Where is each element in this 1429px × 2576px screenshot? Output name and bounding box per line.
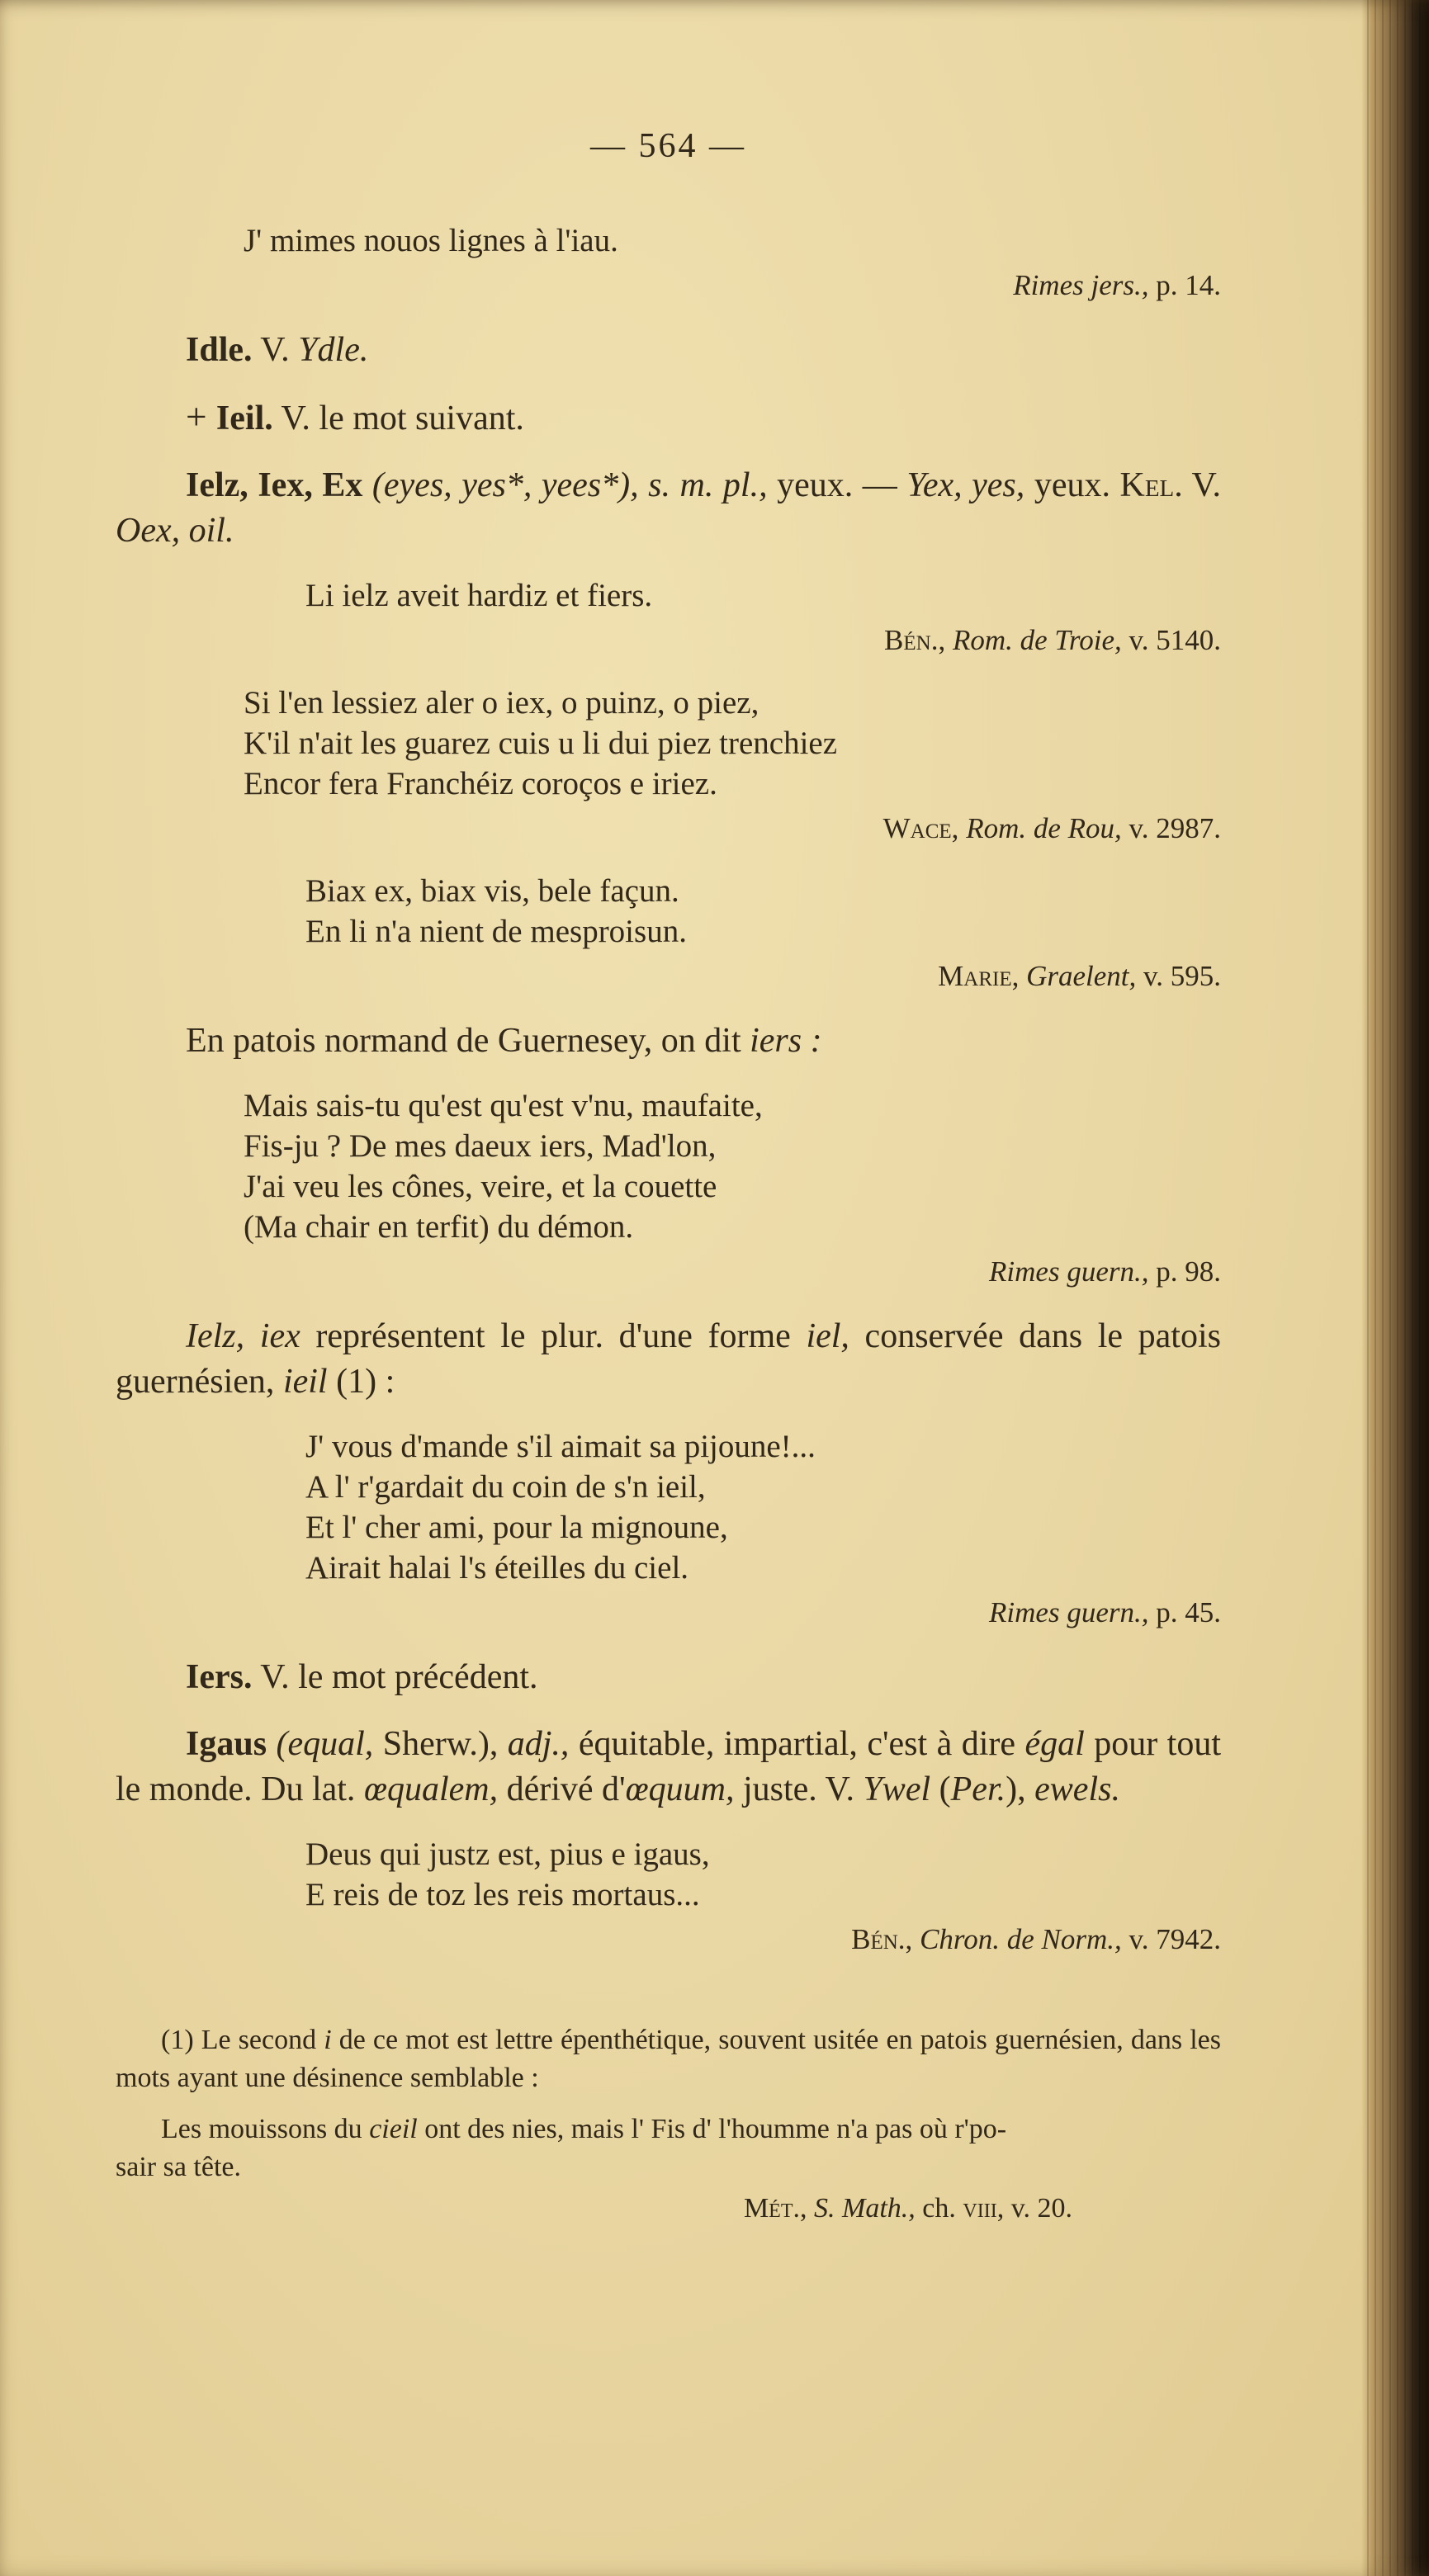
verse-line: Et l' cher ami, pour la mignoune,	[305, 1510, 728, 1545]
verse-line: Airait halai l's éteilles du ciel.	[305, 1550, 689, 1586]
quote-rimes-jers	[116, 220, 1221, 303]
source-title: Graelent,	[1019, 960, 1137, 992]
verse-line: Encor fera Franchéiz coroços e iriez.	[244, 766, 717, 801]
source-ref: v. 595.	[1136, 960, 1221, 992]
attribution-ben-norm	[116, 1921, 1221, 1957]
attribution-rimes-jers	[116, 267, 1221, 303]
text-segment: conservée dans le patois guernésien,	[116, 1317, 1221, 1401]
italic-segment: Per.	[950, 1770, 1006, 1808]
text-segment: V.	[1182, 466, 1221, 504]
attribution-met-math	[116, 2190, 1072, 2228]
quote-rom-de-rou	[116, 683, 1221, 846]
verse-line: Li ielz aveit hardiz et fiers.	[305, 578, 653, 613]
verse-line: Deus qui justz est, pius e igaus,	[305, 1836, 710, 1872]
source-ref: v. 2987.	[1121, 812, 1221, 844]
entry-ieil	[116, 395, 1221, 442]
verse-line: J' vous d'mande s'il aimait sa pijoune!...	[305, 1429, 816, 1464]
text-segment: ),	[1006, 1770, 1035, 1808]
source-title: Rimes guern.,	[989, 1596, 1149, 1628]
entry-iers	[116, 1655, 1221, 1700]
verse-line: Biax ex, biax vis, bele façun.	[305, 873, 679, 909]
italic-segment: i	[324, 2025, 332, 2055]
italic-segment: ewels.	[1034, 1770, 1120, 1808]
text-segment: équitable, impartial, c'est à dire	[569, 1725, 1025, 1763]
source-title: Rom. de Rou,	[958, 812, 1122, 844]
italic-segment: égal	[1024, 1725, 1085, 1763]
source-author: Mét.,	[743, 2193, 807, 2224]
verse-line: Si l'en lessiez aler o iex, o puinz, o piez,	[244, 685, 759, 721]
headword-iers: Iers.	[186, 1658, 253, 1696]
text-segment: yeux. —	[767, 466, 907, 504]
footnotes-section	[116, 2021, 1221, 2228]
text-segment: juste. V.	[734, 1770, 864, 1808]
text-segment: sair sa tête.	[116, 2152, 241, 2182]
paragraph-ielz-iex	[116, 1314, 1221, 1405]
quote-chron-norm	[116, 1834, 1221, 1957]
attribution-ben-troie	[116, 622, 1221, 658]
source-author: Marie,	[938, 960, 1020, 992]
text-segment: de ce mot est lettre épenthétique, souvent usitée en patois guernésien, dans les mots ayant une désinence semblable :	[116, 2025, 1221, 2093]
source-ref: p. 14.	[1148, 269, 1221, 301]
source-chapter: viii	[963, 2193, 997, 2224]
cross-reference: Ywel	[863, 1770, 931, 1808]
etymology-segment: (equal,	[276, 1725, 374, 1763]
verse-line: Fis-ju ? De mes daeux iers, Mad'lon,	[244, 1128, 717, 1164]
source-author: Bén.,	[851, 1923, 913, 1955]
verse-line: (Ma chair en terfit) du démon.	[244, 1209, 634, 1245]
entry-idle	[116, 328, 1221, 373]
entry-igaus	[116, 1722, 1221, 1813]
text-segment: (	[930, 1770, 951, 1808]
italic-segment: Ielz, iex	[186, 1317, 300, 1355]
headword-igaus: Igaus	[186, 1725, 277, 1763]
verse-line: J' mimes nouos lignes à l'iau.	[244, 223, 618, 258]
text-segment: yeux.	[1024, 466, 1120, 504]
attribution-marie-graelent	[116, 958, 1221, 994]
text-segment: Les mouissons du	[161, 2114, 370, 2144]
text-segment: ont des nies, mais l' Fis d' l'houmme n'a pas où r'po-	[417, 2114, 1007, 2144]
source-title: Rom. de Troie,	[945, 624, 1122, 656]
text-segment: dérivé d'	[498, 1770, 626, 1808]
italic-segment: œquum,	[625, 1770, 735, 1808]
text-segment: En patois normand de Guernesey, on dit	[186, 1022, 750, 1060]
page-number: — 564 —	[590, 127, 746, 165]
book-page-edge	[1361, 0, 1429, 2576]
source-title: Chron. de Norm.,	[912, 1923, 1122, 1955]
source-ref: , v. 20.	[996, 2193, 1072, 2224]
attribution-rimes-guern-45	[116, 1595, 1221, 1630]
source-ref: v. 7942.	[1121, 1923, 1221, 1955]
source-ref: p. 45.	[1148, 1596, 1221, 1628]
italic-segment: iel,	[806, 1317, 849, 1355]
footnote-1	[116, 2021, 1221, 2097]
italic-segment: Yex, yes,	[906, 466, 1025, 504]
attribution-rimes-guern-98	[116, 1254, 1221, 1289]
verse-line: J'ai veu les cônes, veire, et la couette	[244, 1169, 717, 1204]
source-author: Bén.,	[884, 624, 946, 656]
headword-ieil: Ieil.	[215, 399, 273, 437]
smallcaps-segment: Kel.	[1119, 466, 1183, 504]
italic-segment: cieil	[369, 2114, 418, 2144]
cross-reference: Ydle.	[298, 331, 369, 369]
headword-ielz: Ielz, Iex, Ex	[186, 466, 372, 504]
source-title: Rimes jers.,	[1013, 269, 1149, 301]
verse-line: En li n'a nient de mesproisun.	[305, 914, 687, 949]
italic-segment: œqualem,	[363, 1770, 499, 1808]
cross-reference: Oex, oil.	[116, 512, 234, 550]
source-author: Wace,	[882, 812, 959, 844]
text-segment: pour tout le monde. Du lat.	[116, 1725, 1221, 1808]
grammar-segment: , s. m. pl.,	[630, 466, 768, 504]
footnote-quote	[116, 2110, 1221, 2186]
verse-line: K'il n'ait les guarez cuis u li dui piez trenchiez	[244, 726, 838, 761]
verse-line: E reis de toz les reis mortaus...	[305, 1877, 700, 1912]
headword-idle: Idle.	[186, 331, 253, 369]
quote-rimes-guern-98	[116, 1085, 1221, 1289]
verse-line: Mais sais-tu qu'est qu'est v'nu, maufaite,	[244, 1088, 763, 1123]
source-title: S. Math.,	[807, 2193, 916, 2224]
quote-graelent	[116, 871, 1221, 994]
entry-ielz	[116, 463, 1221, 554]
attribution-wace-rou	[116, 811, 1221, 846]
source-ref: p. 98.	[1148, 1255, 1221, 1288]
quote-rom-de-troie	[116, 575, 1221, 658]
paragraph-guernesey	[116, 1019, 1221, 1064]
source-ref: ch.	[915, 2193, 963, 2224]
text-segment: représentent le plur. d'une forme	[300, 1317, 807, 1355]
text-segment: V. le mot précédent.	[252, 1658, 538, 1696]
source-title: Rimes guern.,	[989, 1255, 1149, 1288]
source-ref: v. 5140.	[1121, 624, 1221, 656]
text-segment: V. le mot suivant.	[272, 399, 524, 437]
text-segment: V.	[252, 331, 299, 369]
text-segment: Sherw.),	[373, 1725, 508, 1763]
italic-segment: ieil	[282, 1363, 328, 1401]
verse-line: A l' r'gardait du coin de s'n ieil,	[305, 1469, 706, 1505]
text-segment: (1) Le second	[161, 2025, 324, 2055]
quote-rimes-guern-45	[116, 1426, 1221, 1630]
plus-sign: +	[186, 396, 216, 437]
italic-segment: iers :	[750, 1022, 822, 1060]
footnote-marker: (1) :	[327, 1363, 395, 1401]
grammar-segment: adj.,	[507, 1725, 570, 1763]
etymology-segment: (eyes, yes*, yees*)	[371, 466, 631, 504]
